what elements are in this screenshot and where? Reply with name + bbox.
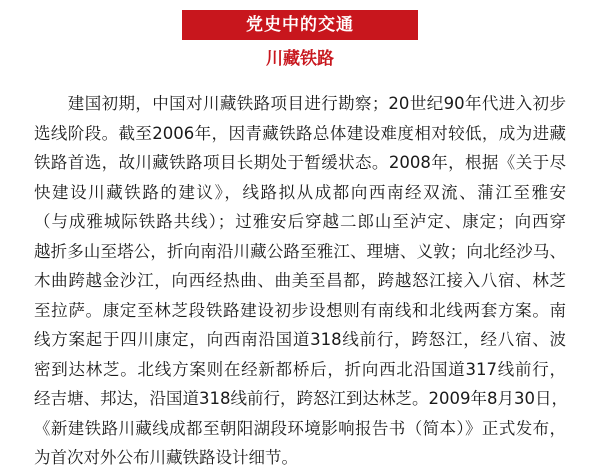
body-line-10: 密到达林芝。北线方案则在经新都桥后，折向西北沿国道317线前行， bbox=[34, 359, 566, 379]
article-body bbox=[34, 89, 566, 473]
body-line-3: 铁路首选，故川藏铁路项目长期处于暂缓状态。2008年，根据《关于尽 bbox=[34, 153, 566, 172]
body-line-1: 建国初期，中国对川藏铁路项目进行勘察；20世纪90年代进入初步 bbox=[34, 94, 566, 113]
body-line-7: 木曲跨越金沙江，向西经热曲、曲美至昌都，跨越怒江接入八宿、林芝 bbox=[34, 271, 566, 290]
body-line-12: 《新建铁路川藏线成都至朝阳湖段环境影响报告书（简本）》正式发布， bbox=[34, 418, 566, 438]
body-line-11: 经吉塘、邦达，沿国道318线前行，跨怒江到达林芝。2009年8月30日， bbox=[34, 389, 568, 408]
body-line-2: 选线阶段。截至2006年，因青藏铁路总体建设难度相对较低，成为进藏 bbox=[34, 123, 566, 143]
article-title: 川藏铁路 bbox=[266, 49, 334, 69]
section-banner: 党史中的交通 bbox=[182, 10, 418, 40]
body-line-6: 越折多山至塔公，折向南沿川藏公路至雅江、理塘、义敦；向北经沙马、 bbox=[34, 241, 566, 261]
body-line-9: 线方案起于四川康定，向西南沿国道318线前行，跨怒江，经八宿、波 bbox=[34, 330, 566, 349]
body-line-4: 快建设川藏铁路的建议》，线路拟从成都向西南经双流、蒲江至雅安 bbox=[34, 182, 566, 202]
body-line-8: 至拉萨。康定至林芝段铁路建设初步设想则有南线和北线两套方案。南 bbox=[34, 300, 566, 320]
body-line-5: （与成雅城际铁路共线）；过雅安后穿越二郎山至泸定、康定；向西穿 bbox=[34, 212, 566, 231]
body-line-13: 为首次对外公布川藏铁路设计细节。 bbox=[34, 448, 298, 467]
